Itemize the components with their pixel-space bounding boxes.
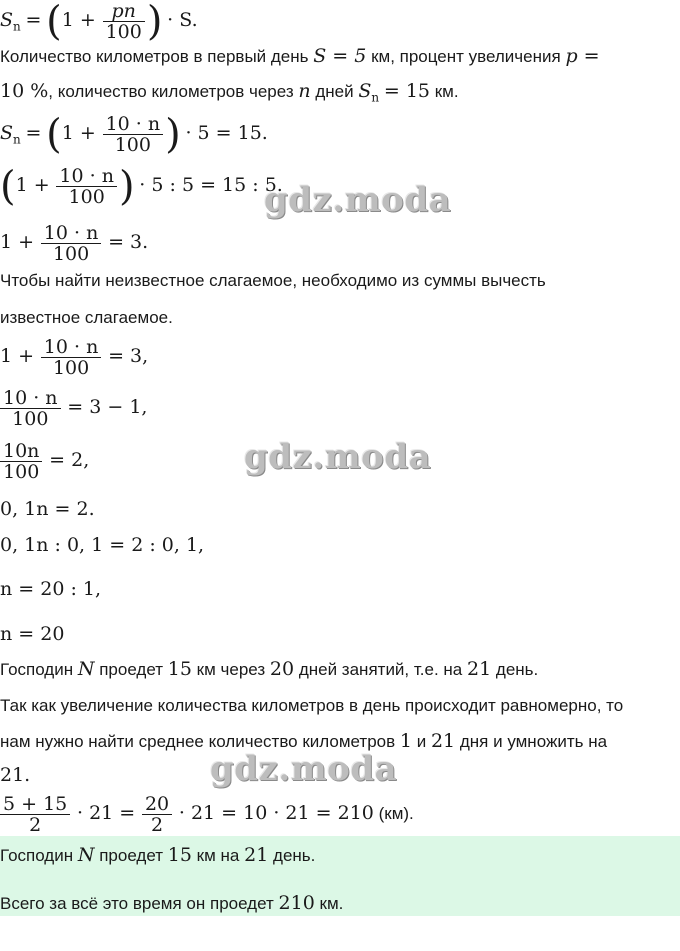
fraction-2 xyxy=(142,794,172,835)
math-part: = 3, xyxy=(108,345,149,367)
math-part: 21 xyxy=(466,658,492,680)
math-part: · 21 = xyxy=(77,802,136,824)
equation-10: n = 20 xyxy=(0,623,65,645)
math-part: 1 + xyxy=(0,345,35,367)
paren-right: ) xyxy=(146,0,163,45)
math-part: 1 xyxy=(399,730,412,752)
answer-line-2 xyxy=(0,892,343,915)
fraction-num: 10 · n xyxy=(0,388,61,409)
math-part: S = 5 xyxy=(313,45,367,67)
paren-right: ) xyxy=(118,163,135,210)
formula-tail: · S. xyxy=(167,9,198,31)
fraction-den: 2 xyxy=(29,814,42,837)
fraction xyxy=(41,223,102,264)
equation-6 xyxy=(0,438,89,482)
math-part: · 5 : 5 = 15 : 5. xyxy=(139,174,283,196)
text-part: км через xyxy=(196,660,266,679)
rule-line-1: Чтобы найти неизвестное слагаемое, необходимо из суммы вычесть xyxy=(0,271,546,290)
text-part: км. xyxy=(434,82,459,101)
fraction xyxy=(0,441,42,482)
text-part: (км). xyxy=(378,804,414,823)
text-part: , количество километров через xyxy=(48,82,294,101)
fraction xyxy=(41,337,102,378)
fraction xyxy=(0,388,61,429)
math-part: 1 + xyxy=(0,231,35,253)
math-part: 20 xyxy=(269,658,295,680)
math-sub: n xyxy=(371,90,380,105)
text-part: и xyxy=(416,732,427,751)
paren-left: ( xyxy=(46,0,62,45)
text-line-2 xyxy=(0,80,459,108)
math-part: N xyxy=(77,844,95,866)
text-part: км на xyxy=(196,846,240,865)
math-part: n xyxy=(298,80,311,102)
math-part: p = xyxy=(565,45,600,67)
math-part: = 2, xyxy=(49,449,90,471)
paren-left: ( xyxy=(46,111,62,158)
math-part: S xyxy=(358,80,372,102)
formula-line xyxy=(0,0,198,45)
answer-box xyxy=(0,836,680,916)
math-part: N xyxy=(77,658,95,680)
answer-line-1 xyxy=(0,844,315,867)
fraction-den: 100 xyxy=(52,357,90,380)
text-part: дней xyxy=(315,82,354,101)
math-sub: n xyxy=(13,132,21,147)
math-part: = 3 − 1, xyxy=(67,396,148,418)
math-part: S xyxy=(0,122,14,144)
equation-9: n = 20 : 1, xyxy=(0,578,102,600)
text-part: Господин xyxy=(0,660,74,679)
fraction-den: 100 xyxy=(12,408,49,431)
math-part: = xyxy=(25,122,42,144)
text-part: Всего за всё это время он проедет xyxy=(0,894,274,913)
text-line-1 xyxy=(0,45,600,68)
fraction-num: 20 xyxy=(142,794,172,815)
equation-4 xyxy=(0,334,148,378)
fraction-num: 10 · n xyxy=(41,337,102,358)
text-part: км, процент увеличения xyxy=(371,47,561,66)
math-part: 15 xyxy=(167,844,192,866)
math-part: 10 % xyxy=(0,80,49,102)
math-part: · 21 = 10 · 21 = 210 xyxy=(178,802,374,824)
text-part: дней занятий, т.е. на xyxy=(298,660,463,679)
fraction-den: 100 xyxy=(3,461,40,484)
text-part: Количество километров в первый день xyxy=(0,47,309,66)
fraction xyxy=(56,166,117,207)
watermark-logo: gdz.moda xyxy=(264,180,452,220)
equation-8: 0, 1n : 0, 1 = 2 : 0, 1, xyxy=(0,534,205,556)
text-part: проедет xyxy=(99,660,164,679)
formula-eq: = xyxy=(25,9,42,31)
fraction xyxy=(103,114,164,155)
math-part: 1 + xyxy=(15,174,50,196)
equation-2 xyxy=(0,162,283,208)
text-part: проедет xyxy=(99,846,164,865)
fraction-num: pn xyxy=(103,1,145,22)
fraction-den: 2 xyxy=(151,814,164,837)
math-part: = 15 xyxy=(383,80,430,102)
text-part: Господин xyxy=(0,846,74,865)
paren-left: ( xyxy=(0,163,16,210)
equation-5 xyxy=(0,385,147,429)
conclusion-line xyxy=(0,658,538,681)
paren-right: ) xyxy=(165,111,181,158)
equation-1 xyxy=(0,110,268,156)
fraction-den: 100 xyxy=(114,134,151,157)
text-part: дня и умножить на xyxy=(459,732,608,751)
fraction-num: 10 · n xyxy=(41,223,102,244)
fraction-num: 10 · n xyxy=(56,166,117,187)
math-part: · 5 = 15. xyxy=(185,122,268,144)
equation-7: 0, 1n = 2. xyxy=(0,498,95,520)
watermark-logo: gdz.moda xyxy=(244,437,432,477)
math-part: 21 xyxy=(430,730,456,752)
fraction-num: 10 · n xyxy=(103,114,164,135)
watermark-logo: gdz.moda xyxy=(210,749,398,789)
fraction-num: 10n xyxy=(0,441,42,462)
fraction-den: 100 xyxy=(105,21,142,44)
text-part: день. xyxy=(273,846,316,865)
formula-s: S xyxy=(0,9,14,31)
text-part: нам нужно найти среднее количество километров xyxy=(0,732,396,751)
math-part: = 3. xyxy=(108,231,149,253)
para-line-1: Так как увеличение количества километров в день происходит равномерно, то xyxy=(0,696,624,715)
math-part: 21 xyxy=(244,844,269,866)
math-part: 1 + xyxy=(61,122,96,144)
fraction-den: 100 xyxy=(52,243,90,266)
formula-one-plus: 1 + xyxy=(61,9,96,31)
equation-11 xyxy=(0,790,414,836)
math-part: 15 xyxy=(167,658,192,680)
fraction-1 xyxy=(0,794,70,835)
text-part: км. xyxy=(319,894,344,913)
para-line-3: 21. xyxy=(0,764,31,786)
equation-3 xyxy=(0,220,148,264)
fraction-den: 100 xyxy=(68,186,105,209)
formula-sub: n xyxy=(13,19,21,34)
rule-line-2: известное слагаемое. xyxy=(0,308,173,327)
fraction-num: 5 + 15 xyxy=(0,794,70,815)
text-part: день. xyxy=(495,660,539,679)
math-part: 210 xyxy=(278,892,315,914)
formula-fraction xyxy=(103,1,145,42)
